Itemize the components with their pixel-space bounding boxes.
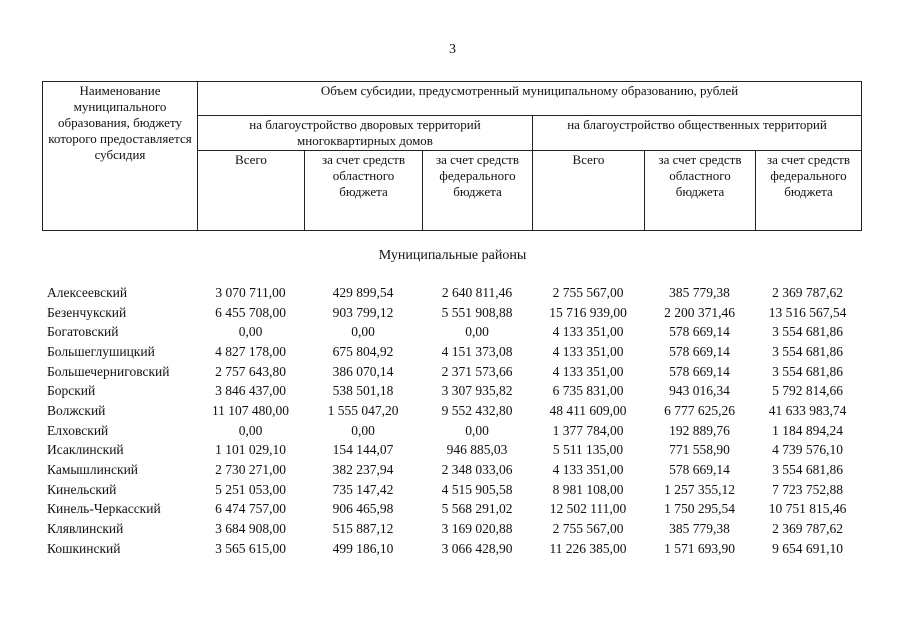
public-federal-cell: 5 792 814,66 (772, 383, 843, 399)
header-yards-total: Всего (198, 151, 305, 231)
public-federal-cell: 2 369 787,62 (772, 284, 843, 300)
public-federal-cell: 13 516 567,54 (768, 304, 847, 320)
public-total-cell: 15 716 939,00 (549, 304, 627, 320)
header-yards-regional: за счет средств областного бюджета (305, 151, 423, 231)
table-row (47, 283, 860, 303)
yards-total-cell: 5 251 053,00 (215, 481, 286, 497)
public-regional-cell: 578 669,14 (669, 324, 730, 340)
municipality-name: Исаклинский (47, 442, 124, 458)
public-regional-cell: 943 016,34 (669, 383, 730, 399)
municipality-name: Богатовский (47, 324, 119, 340)
public-regional-cell: 1 750 295,54 (664, 501, 735, 517)
header-public-total: Всего (533, 151, 645, 231)
municipality-name: Кинель-Черкасский (47, 501, 161, 517)
yards-total-cell: 4 827 178,00 (215, 343, 286, 359)
public-federal-cell: 1 184 894,24 (772, 422, 843, 438)
yards-federal-cell: 2 348 033,06 (441, 462, 513, 478)
table-row (47, 441, 860, 461)
table-row (47, 342, 860, 362)
yards-federal-cell: 2 640 811,46 (441, 284, 513, 300)
table-row (47, 519, 860, 539)
section-title: Муниципальные районы (378, 248, 527, 263)
public-total-cell: 5 511 135,00 (552, 442, 624, 458)
yards-federal-cell: 3 169 020,88 (441, 521, 513, 537)
yards-total-cell: 1 101 029,10 (215, 442, 286, 458)
public-regional-cell: 578 669,14 (669, 462, 730, 478)
public-federal-cell: 3 554 681,86 (772, 363, 843, 379)
yards-regional-cell: 429 899,54 (332, 284, 394, 300)
yards-federal-cell: 946 885,03 (446, 442, 508, 458)
table-row (47, 322, 860, 342)
data-table (47, 283, 860, 559)
yards-regional-cell: 154 144,07 (332, 442, 394, 458)
yards-total-cell: 6 455 708,00 (215, 304, 286, 320)
public-federal-cell: 3 554 681,86 (772, 343, 843, 359)
municipality-name: Алексеевский (47, 284, 128, 300)
yards-federal-cell: 2 371 573,66 (441, 363, 513, 379)
yards-federal-cell: 0,00 (465, 422, 489, 438)
header-public-federal: за счет средств федерального бюджета (756, 151, 862, 231)
table-row (47, 539, 860, 559)
public-federal-cell: 10 751 815,46 (768, 501, 847, 517)
public-total-cell: 4 133 351,00 (552, 462, 624, 478)
header-yards-federal: за счет средств федерального бюджета (423, 151, 533, 231)
public-federal-cell: 9 654 691,10 (772, 540, 843, 556)
yards-regional-cell: 538 501,18 (332, 383, 394, 399)
public-total-cell: 4 133 351,00 (552, 324, 624, 340)
public-regional-cell: 771 558,90 (669, 442, 730, 458)
public-total-cell: 1 377 784,00 (552, 422, 624, 438)
table-row (47, 401, 860, 421)
header-municipality-name: Наименование муниципального образования, бюджету которого предоставляется субсидия (43, 82, 198, 231)
yards-total-cell: 3 070 711,00 (215, 284, 286, 300)
public-regional-cell: 578 669,14 (669, 363, 730, 379)
yards-federal-cell: 0,00 (465, 324, 489, 340)
public-regional-cell: 1 257 355,12 (664, 481, 735, 497)
public-total-cell: 48 411 609,00 (549, 402, 627, 418)
public-regional-cell: 1 571 693,90 (664, 540, 735, 556)
public-total-cell: 6 735 831,00 (552, 383, 624, 399)
table-row (47, 460, 860, 480)
yards-federal-cell: 5 551 908,88 (441, 304, 513, 320)
table-row (47, 303, 860, 323)
table-row (47, 381, 860, 401)
public-total-cell: 2 755 567,00 (552, 284, 624, 300)
municipality-name: Волжский (47, 402, 106, 418)
public-federal-cell: 41 633 983,74 (768, 402, 847, 418)
municipality-name: Большечерниговский (47, 363, 170, 379)
public-federal-cell: 3 554 681,86 (772, 462, 843, 478)
yards-regional-cell: 906 465,98 (332, 501, 394, 517)
yards-total-cell: 2 730 271,00 (215, 462, 286, 478)
page-number: 3 (449, 42, 456, 57)
public-total-cell: 4 133 351,00 (552, 363, 624, 379)
yards-federal-cell: 5 568 291,02 (441, 501, 513, 517)
yards-total-cell: 6 474 757,00 (215, 501, 286, 517)
public-total-cell: 11 226 385,00 (549, 540, 627, 556)
table-header (42, 81, 862, 231)
yards-federal-cell: 4 151 373,08 (441, 343, 513, 359)
municipality-name: Большеглушицкий (47, 343, 155, 359)
yards-total-cell: 0,00 (238, 324, 263, 340)
yards-total-cell: 3 565 615,00 (215, 540, 286, 556)
header-public-regional: за счет средств областного бюджета (645, 151, 756, 231)
public-federal-cell: 2 369 787,62 (772, 521, 843, 537)
municipality-name: Безенчукский (47, 304, 127, 320)
yards-regional-cell: 515 887,12 (332, 521, 394, 537)
yards-regional-cell: 0,00 (351, 422, 375, 438)
yards-federal-cell: 3 066 428,90 (441, 540, 513, 556)
municipality-name: Камышлинский (47, 462, 139, 478)
public-regional-cell: 385 779,38 (669, 521, 730, 537)
yards-total-cell: 2 757 643,80 (215, 363, 286, 379)
public-federal-cell: 7 723 752,88 (772, 481, 843, 497)
public-total-cell: 2 755 567,00 (552, 521, 624, 537)
yards-federal-cell: 4 515 905,58 (441, 481, 513, 497)
public-total-cell: 12 502 111,00 (549, 501, 627, 517)
public-regional-cell: 192 889,76 (669, 422, 730, 438)
municipality-name: Борский (47, 383, 96, 399)
table-row (47, 480, 860, 500)
public-regional-cell: 385 779,38 (669, 284, 730, 300)
yards-regional-cell: 499 186,10 (332, 540, 394, 556)
public-regional-cell: 2 200 371,46 (664, 304, 735, 320)
public-regional-cell: 6 777 625,26 (664, 402, 735, 418)
header-subsidy-volume: Объем субсидии, предусмотренный муниципальному образованию, рублей (198, 82, 862, 116)
public-federal-cell: 4 739 576,10 (772, 442, 843, 458)
municipality-name: Кинельский (47, 481, 117, 497)
yards-total-cell: 3 684 908,00 (215, 521, 286, 537)
yards-federal-cell: 3 307 935,82 (441, 383, 513, 399)
yards-regional-cell: 903 799,12 (332, 304, 394, 320)
yards-regional-cell: 1 555 047,20 (327, 402, 399, 418)
yards-regional-cell: 382 237,94 (332, 462, 394, 478)
table-row (47, 362, 860, 382)
municipality-name: Кошкинский (47, 540, 121, 556)
yards-regional-cell: 386 070,14 (332, 363, 394, 379)
yards-regional-cell: 735 147,42 (332, 481, 394, 497)
header-group-public: на благоустройство общественных территорий (533, 116, 862, 151)
public-federal-cell: 3 554 681,86 (772, 324, 843, 340)
header-group-yards: на благоустройство дворовых территорий многоквартирных домов (198, 116, 533, 151)
municipality-name: Клявлинский (47, 521, 124, 537)
public-total-cell: 4 133 351,00 (552, 343, 624, 359)
yards-total-cell: 11 107 480,00 (211, 402, 290, 418)
public-regional-cell: 578 669,14 (669, 343, 730, 359)
yards-regional-cell: 675 804,92 (332, 343, 394, 359)
public-total-cell: 8 981 108,00 (552, 481, 624, 497)
table-row (47, 421, 860, 441)
municipality-name: Елховский (47, 422, 109, 438)
table-row (47, 500, 860, 520)
yards-regional-cell: 0,00 (351, 324, 375, 340)
yards-federal-cell: 9 552 432,80 (441, 402, 513, 418)
yards-total-cell: 3 846 437,00 (215, 383, 286, 399)
yards-total-cell: 0,00 (238, 422, 263, 438)
